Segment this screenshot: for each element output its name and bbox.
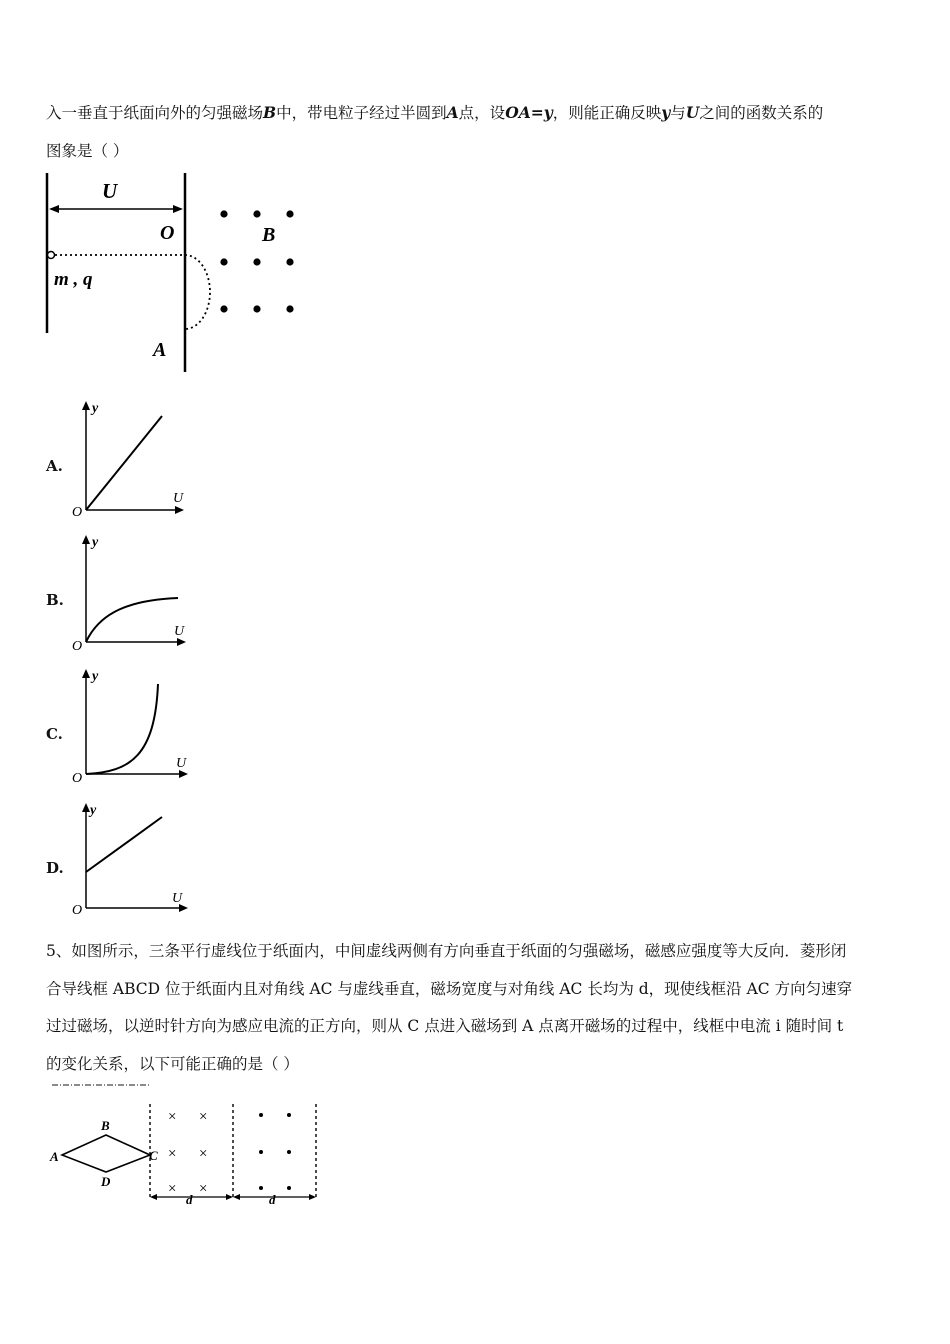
option-b-graph[interactable] bbox=[70, 532, 192, 654]
arrowhead-right bbox=[173, 205, 183, 213]
field-out-of-page-dots bbox=[259, 1113, 291, 1190]
vertex-c: C bbox=[149, 1148, 158, 1163]
var-B: B bbox=[263, 103, 277, 122]
option-c-graph[interactable] bbox=[70, 666, 194, 788]
field-dots bbox=[220, 210, 293, 312]
svg-text:×: × bbox=[199, 1146, 208, 1162]
svg-text:×: × bbox=[199, 1181, 208, 1197]
svg-text:×: × bbox=[168, 1146, 177, 1162]
axis-y-label: y bbox=[92, 535, 99, 550]
var-OA-eq-y: OA=y bbox=[505, 103, 553, 122]
vertex-b: B bbox=[101, 1118, 110, 1133]
curve-linear bbox=[86, 416, 162, 510]
var-A: A bbox=[446, 103, 459, 122]
option-a-graph[interactable] bbox=[70, 398, 190, 520]
axis-x-label: U bbox=[174, 624, 185, 639]
arrowhead-left bbox=[49, 205, 59, 213]
vertex-d: D bbox=[101, 1174, 111, 1189]
svg-text:×: × bbox=[199, 1109, 208, 1125]
q5-rhombus-field-figure bbox=[46, 1082, 336, 1212]
q4-stem bbox=[46, 94, 908, 170]
label-O: O bbox=[160, 222, 175, 244]
axis-y-label: y bbox=[92, 401, 99, 416]
field-into-page-crosses bbox=[168, 1109, 207, 1197]
option-d-graph[interactable] bbox=[70, 800, 194, 920]
origin-label: O bbox=[72, 903, 83, 918]
var-U: U bbox=[685, 103, 700, 122]
q5-line-3: 过过磁场，以逆时针方向为感应电流的正方向，则从 C 点进入磁场到 A 点离开磁场的过程中，线框中电流 i 随时间 t bbox=[46, 1017, 844, 1035]
curve-sqrt bbox=[86, 598, 178, 642]
particle-source bbox=[48, 252, 55, 259]
origin-label: O bbox=[72, 771, 83, 786]
q5-line-1: 5、如图所示，三条平行虚线位于纸面内，中间虚线两侧有方向垂直于纸面的匀强磁场，磁感应强度等大反向．菱形闭 bbox=[46, 942, 847, 960]
origin-label: O bbox=[72, 505, 83, 520]
label-m-q: m , q bbox=[54, 269, 93, 290]
curve-square bbox=[86, 684, 158, 774]
semicircle-path bbox=[185, 255, 210, 329]
width-label-2: d bbox=[269, 1192, 276, 1207]
vertex-a: A bbox=[50, 1149, 59, 1164]
axis-x-label: U bbox=[173, 491, 184, 506]
axis-x-label: U bbox=[176, 756, 187, 771]
axis-x-label: U bbox=[172, 891, 183, 906]
curve-offset-linear bbox=[86, 817, 162, 872]
origin-label: O bbox=[72, 639, 83, 654]
q4-stem-line-2: 图象是（ ） bbox=[46, 141, 129, 160]
axis-y-label: y bbox=[90, 803, 97, 818]
width-label-1: d bbox=[186, 1192, 193, 1207]
q5-line-4: 的变化关系，以下可能正确的是（ ） bbox=[46, 1054, 299, 1073]
rhombus-abcd bbox=[62, 1135, 150, 1172]
option-b-label[interactable]: B. bbox=[46, 591, 64, 609]
label-U: U bbox=[102, 179, 118, 203]
q5-stem bbox=[46, 933, 908, 1083]
axis-y-label: y bbox=[92, 669, 99, 684]
svg-text:×: × bbox=[168, 1109, 177, 1125]
label-A: A bbox=[153, 339, 167, 361]
q5-line-2: 合导线框 ABCD 位于纸面内且对角线 AC 与虚线垂直，磁场宽度与对角线 AC 长均为 d，现使线框沿 AC 方向匀速穿 bbox=[46, 979, 853, 998]
q4-capacitor-field-figure bbox=[40, 168, 310, 378]
option-c-label[interactable]: C. bbox=[46, 725, 63, 743]
option-a-label[interactable]: A. bbox=[46, 457, 63, 475]
var-y: y bbox=[661, 103, 671, 122]
svg-text:×: × bbox=[168, 1181, 177, 1197]
label-B: B bbox=[262, 224, 276, 246]
q4-stem-line-1: 入一垂直于纸面向外的匀强磁场B中，带电粒子经过半圆到A点，设OA=y，则能正确反映y与U之间的函数关系的 bbox=[46, 103, 824, 122]
option-d-label[interactable]: D. bbox=[46, 859, 64, 877]
